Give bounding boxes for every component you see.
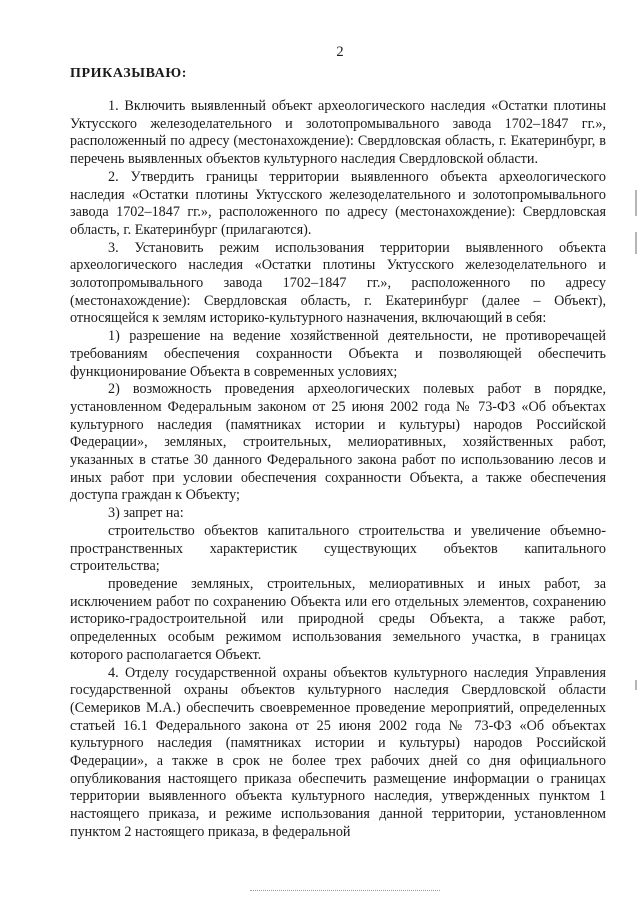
paragraph-ban-construction: строительство объектов капитального строительства и увеличение объемно-пространственных характеристик существующих объектов капитального строительства; xyxy=(70,522,606,575)
scan-footer-line xyxy=(250,890,440,891)
page-number: 2 xyxy=(336,44,344,60)
paragraph-ban-works: проведение земляных, строительных, мелиоративных и иных работ, за исключением работ по сохранению Объекта или его отдельных элементов, сохранению историко-градостроительной или природной среды Объекта, а также работ, определенных особым режимом использования земельного участка, в границах которого располагается Объект. xyxy=(70,575,606,663)
paragraph-subitem-3: 3) запрет на: xyxy=(108,505,184,522)
paragraph-item-2: 2. Утвердить границы территории выявленного объекта археологического наследия «Остатки плотины Уктусского железоделательного и золотопромывального завода 1702–1847 гг.», расположенного по адресу (местонахождение): Свердловская область, г. Екатеринбург (прилагаются). xyxy=(70,168,606,238)
paragraph-subitem-2: 2) возможность проведения археологических полевых работ в порядке, установленном Федеральным законом от 25 июня 2002 года № 73-ФЗ «Об объектах культурного наследия (памятниках истории и культуры) народов Российской Федерации», земляных, строительных, мелиоративных, хозяйственных работ, указанных в статье 30 данного Федерального закона работ по использованию лесов и иных работ при условии обеспечения сохранности Объекта, а также обеспечения доступа граждан к Объекту; xyxy=(70,381,606,504)
paragraph-item-1: 1. Включить выявленный объект археологического наследия «Остатки плотины Уктусского железоделательного и золотопромывального завода 1702–1847 гг.», расположенный по адресу (местонахождение): Свердловская область, г. Екатеринбург, в перечень выявленных объектов культурного наследия Свердловской области. xyxy=(70,98,606,168)
paragraph-subitem-1: 1) разрешение на ведение хозяйственной деятельности, не противоречащей требованиям обеспечения сохранности Объекта и позволяющей обеспечить функционирование Объекта в современных условиях; xyxy=(70,328,606,380)
scan-edge-mark xyxy=(635,190,637,216)
paragraph-item-3: 3. Установить режим использования территории выявленного объекта археологического наследия «Остатки плотины Уктусского железоделательного и золотопромывального завода 1702–1847 гг.», расположенного по адресу (местонахождение): Свердловская область, г. Екатеринбург (далее – Объект), относящейся к землям историко-культурного назначения, включающий в себя: xyxy=(70,239,606,327)
scan-edge-mark xyxy=(635,680,637,690)
paragraph-item-4: 4. Отделу государственной охраны объектов культурного наследия Управления государственной охраны объектов культурного наследия Свердловской области (Семериков М.А.) обеспечить своевременное проведение мероприятий, определенных статьей 16.1 Федерального закона от 25 июня 2002 года № 73-ФЗ «Об объектах культурного наследия (памятниках истории и культуры) народов Российской Федерации», а также в срок не более трех рабочих дней со дня официального опубликования настоящего приказа обеспечить размещение информации о границах территории выявленного объекта культурного наследия, утвержденных пунктом 1 настоящего приказа, и режиме использования данной территории, установленном пунктом 2 настоящего приказа, в федеральной xyxy=(70,664,606,840)
order-heading: ПРИКАЗЫВАЮ: xyxy=(70,66,187,81)
document-body xyxy=(70,98,606,842)
scan-edge-mark xyxy=(635,232,637,254)
